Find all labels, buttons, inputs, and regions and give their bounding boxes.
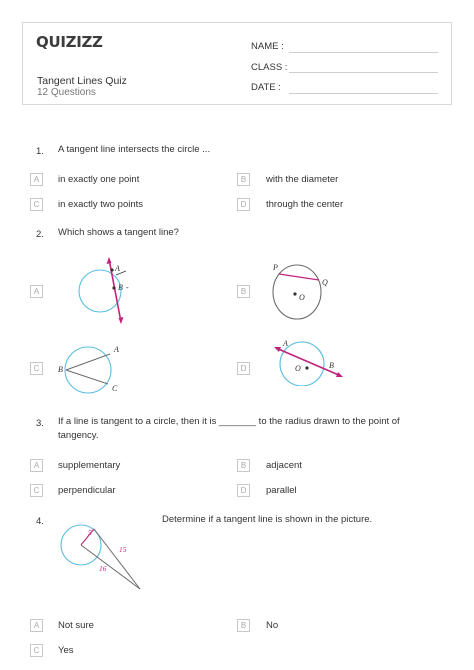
tangent-segment — [94, 529, 140, 589]
arrow-head — [336, 372, 343, 377]
chord-line — [279, 274, 319, 280]
quiz-title: Tangent Lines Quiz — [37, 75, 127, 87]
question-number: 4. — [36, 516, 44, 527]
option-text[interactable]: adjacent — [266, 460, 302, 471]
point-a — [110, 268, 113, 271]
option-text[interactable]: in exactly two points — [58, 199, 144, 210]
option-text[interactable]: Not sure — [58, 620, 94, 631]
figure-question-4 — [55, 515, 150, 593]
quizizz-logo: QUIZIZZ — [36, 33, 103, 51]
class-label: CLASS : — [251, 62, 288, 73]
label-o: O — [295, 364, 301, 373]
option-letter-c[interactable]: C — [30, 198, 43, 211]
option-letter-c[interactable]: C — [30, 362, 43, 375]
question-text: A tangent line intersects the circle ... — [58, 144, 211, 155]
option-text[interactable]: No — [266, 620, 279, 631]
option-letter-a[interactable]: A — [30, 459, 43, 472]
option-letter-a[interactable]: A — [30, 285, 43, 298]
chord-line — [66, 354, 110, 370]
arrow-head — [107, 257, 112, 264]
question-count: 12 Questions — [37, 87, 96, 98]
class-field[interactable] — [289, 72, 438, 73]
arrow-head — [274, 347, 281, 352]
label-5: 5 — [88, 528, 92, 537]
secant-segment — [81, 545, 140, 589]
option-text[interactable]: with the diameter — [266, 174, 339, 185]
question-text: Determine if a tangent line is shown in the picture. — [162, 514, 373, 525]
tick-mark: - — [126, 283, 129, 292]
option-letter-d[interactable]: D — [237, 362, 250, 375]
option-text[interactable]: perpendicular — [58, 485, 116, 496]
center-point — [293, 292, 296, 295]
name-field[interactable] — [289, 52, 438, 53]
label-b: B — [329, 361, 334, 370]
option-letter-b[interactable]: B — [237, 619, 250, 632]
label-a: A — [115, 264, 120, 273]
question-number: 1. — [36, 146, 44, 157]
question-text: If a line is tangent to a circle, then it is _______ to the radius drawn to the point of tangency. — [58, 416, 400, 441]
arrow-head — [119, 317, 124, 324]
option-text[interactable]: Yes — [58, 645, 74, 656]
option-text[interactable]: supplementary — [58, 460, 121, 471]
option-text[interactable]: parallel — [266, 485, 297, 496]
figure-option-b[interactable] — [265, 256, 345, 326]
option-letter-b[interactable]: B — [237, 459, 250, 472]
option-letter-c[interactable]: C — [30, 484, 43, 497]
circle-shape — [273, 265, 321, 319]
question-text: Which shows a tangent line? — [58, 227, 179, 238]
option-letter-d[interactable]: D — [237, 198, 250, 211]
label-o: O — [299, 293, 305, 302]
option-text[interactable]: through the center — [266, 199, 344, 210]
option-letter-a[interactable]: A — [30, 173, 43, 186]
label-c: C — [112, 384, 118, 393]
label-15: 15 — [119, 545, 127, 554]
circle-shape — [280, 342, 324, 386]
question-number: 3. — [36, 418, 44, 429]
label-b: B — [58, 365, 63, 374]
date-field[interactable] — [289, 93, 438, 94]
date-label: DATE : — [251, 82, 281, 93]
option-letter-a[interactable]: A — [30, 619, 43, 632]
point-b — [112, 286, 115, 289]
question-number: 2. — [36, 229, 44, 240]
option-letter-d[interactable]: D — [237, 484, 250, 497]
option-text[interactable]: in exactly one point — [58, 174, 140, 185]
name-label: NAME : — [251, 41, 284, 52]
label-p: P — [273, 263, 278, 272]
figure-option-d[interactable] — [270, 336, 348, 386]
center-point — [305, 366, 308, 369]
label-q: Q — [322, 278, 328, 287]
label-a: A — [114, 345, 119, 354]
chord-line — [66, 370, 108, 384]
option-letter-b[interactable]: B — [237, 285, 250, 298]
label-a: A — [283, 339, 288, 348]
option-letter-b[interactable]: B — [237, 173, 250, 186]
option-letter-c[interactable]: C — [30, 644, 43, 657]
label-16: 16 — [99, 564, 107, 573]
circle-shape — [65, 347, 111, 393]
label-b: B — [118, 283, 123, 292]
figure-option-a[interactable] — [60, 250, 150, 325]
figure-option-c[interactable] — [58, 340, 130, 398]
